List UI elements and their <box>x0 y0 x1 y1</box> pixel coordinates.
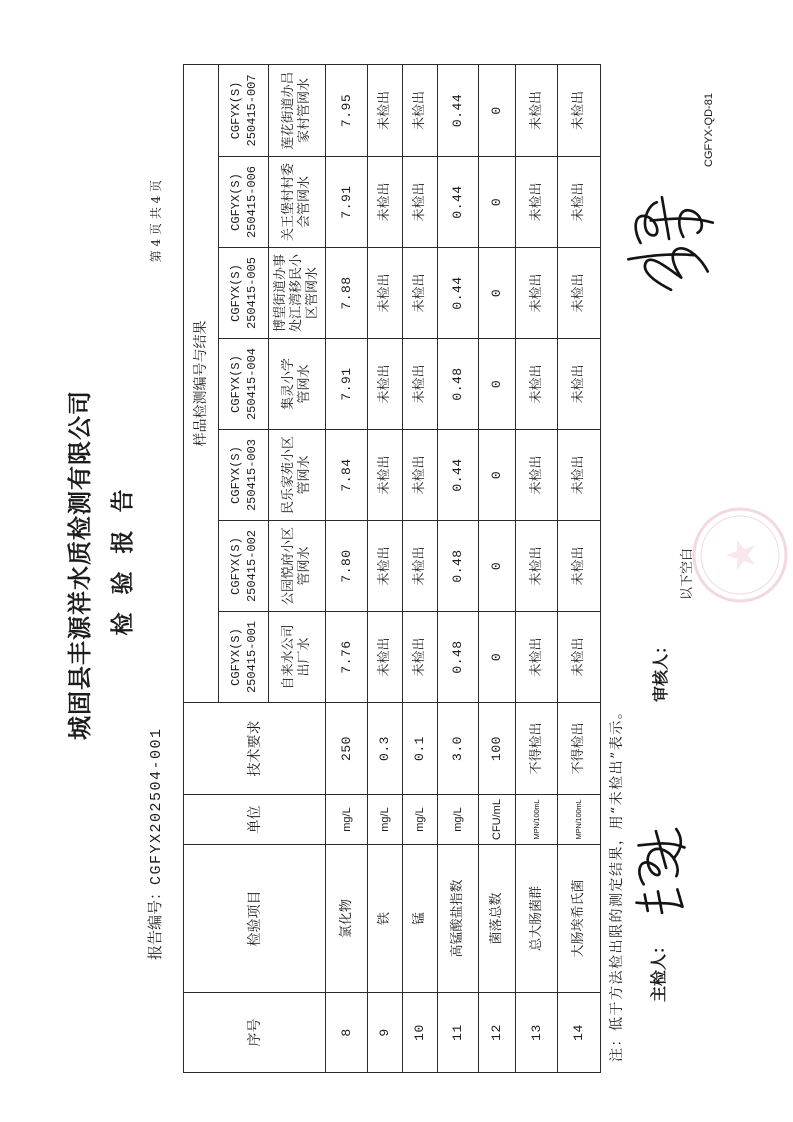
sample-id-cell <box>219 612 269 703</box>
result-cell: 7.91 <box>326 339 368 430</box>
blank-below-marker: 以下空白 <box>680 547 695 600</box>
result-cell: 未检出 <box>516 64 558 156</box>
result-cell: 0 <box>479 612 516 703</box>
row-seq: 9 <box>368 993 403 1073</box>
report-number-value: CGFYX202504-001 <box>148 727 165 885</box>
result-cell: 0 <box>479 521 516 612</box>
result-cell: 7.91 <box>326 157 368 248</box>
report-number <box>147 727 165 960</box>
result-cell: 未检出 <box>558 430 601 521</box>
sample-name-cell: 自来水公司 出厂水 <box>269 612 326 703</box>
result-cell: 7.88 <box>326 248 368 339</box>
sample-id-number: 250415-004 <box>244 348 259 421</box>
result-cell: 未检出 <box>403 339 438 430</box>
form-code: CGFYX-QD-81 <box>703 93 715 167</box>
header-unit: 单位 <box>184 795 326 845</box>
row-requirement: 250 <box>326 703 368 795</box>
result-cell: 未检出 <box>368 612 403 703</box>
result-cell: 未检出 <box>403 430 438 521</box>
sample-id-prefix: CGFYX(S) <box>228 446 243 504</box>
row-requirement: 0.3 <box>368 703 403 795</box>
table-row <box>479 64 516 1072</box>
sample-name-cell: 民乐家苑小区 管网水 <box>269 430 326 521</box>
chief-inspector-signature <box>628 825 692 917</box>
row-seq: 13 <box>516 993 558 1073</box>
result-cell: 未检出 <box>558 612 601 703</box>
table-header <box>184 64 326 1072</box>
result-cell: 未检出 <box>368 521 403 612</box>
table-row <box>558 64 601 1072</box>
row-item: 菌落总数 <box>479 845 516 993</box>
sample-id-prefix: CGFYX(S) <box>228 628 243 686</box>
sample-id-cell <box>219 339 269 430</box>
row-item: 高锰酸盐指数 <box>438 845 479 993</box>
sample-id-cell <box>219 430 269 521</box>
header-requirement: 技术要求 <box>184 703 326 795</box>
row-unit: mg/L <box>403 795 438 845</box>
result-cell: 未检出 <box>368 64 403 156</box>
result-cell: 未检出 <box>368 339 403 430</box>
row-item: 大肠埃希氏菌 <box>558 845 601 993</box>
row-seq: 11 <box>438 993 479 1073</box>
results-table <box>183 64 601 1073</box>
result-cell: 未检出 <box>516 521 558 612</box>
row-seq: 12 <box>479 993 516 1073</box>
result-cell: 未检出 <box>516 612 558 703</box>
result-cell: 0 <box>479 248 516 339</box>
result-cell: 未检出 <box>516 248 558 339</box>
chief-inspector-label: 主检人： <box>649 937 668 1002</box>
result-cell: 7.95 <box>326 64 368 156</box>
row-seq: 8 <box>326 993 368 1073</box>
result-cell: 0 <box>479 339 516 430</box>
result-cell: 未检出 <box>558 339 601 430</box>
row-item: 铁 <box>368 845 403 993</box>
table-row <box>403 64 438 1072</box>
sample-id-prefix: CGFYX(S) <box>228 355 243 413</box>
result-cell: 未检出 <box>516 339 558 430</box>
row-requirement: 不得检出 <box>516 703 558 795</box>
report-number-label: 报告编号： <box>146 884 164 960</box>
seal-stamp <box>690 503 790 607</box>
result-cell: 0.44 <box>438 248 479 339</box>
row-requirement: 不得检出 <box>558 703 601 795</box>
result-cell: 0.48 <box>438 339 479 430</box>
sample-name-cell: 莲花街道办吕 家村管网水 <box>269 64 326 156</box>
row-seq: 14 <box>558 993 601 1073</box>
row-unit: CFU/mL <box>479 795 516 845</box>
table-row <box>438 64 479 1072</box>
row-item: 总大肠菌群 <box>516 845 558 993</box>
result-cell: 7.80 <box>326 521 368 612</box>
sample-name-cell: 公园悦府小区 管网水 <box>269 521 326 612</box>
result-cell: 未检出 <box>403 521 438 612</box>
result-cell: 未检出 <box>516 157 558 248</box>
result-cell: 7.84 <box>326 430 368 521</box>
table-row <box>368 64 403 1072</box>
result-cell: 0.44 <box>438 430 479 521</box>
result-cell: 未检出 <box>403 612 438 703</box>
header-results-group: 样品检测编号与结果 <box>184 64 219 702</box>
result-cell: 未检出 <box>368 157 403 248</box>
row-unit: mg/L <box>326 795 368 845</box>
sample-id-prefix: CGFYX(S) <box>228 81 243 140</box>
header-item: 检验项目 <box>184 845 326 993</box>
row-requirement: 100 <box>479 703 516 795</box>
row-requirement: 3.0 <box>438 703 479 795</box>
page-info: 第 4 页 共 4 页 <box>149 180 163 263</box>
table-row <box>516 64 558 1072</box>
result-cell: 未检出 <box>403 64 438 156</box>
result-cell: 7.76 <box>326 612 368 703</box>
sample-id-number: 250415-006 <box>244 166 259 239</box>
sample-id-number: 250415-005 <box>244 257 259 330</box>
company-title: 城固县丰源祥水质检测有限公司 <box>65 390 94 740</box>
report-title: 检 验 报 告 <box>109 484 136 636</box>
result-cell: 未检出 <box>368 248 403 339</box>
sample-id-number: 250415-002 <box>244 530 259 603</box>
row-item: 锰 <box>403 845 438 993</box>
result-cell: 0 <box>479 157 516 248</box>
reviewer-label: 审核人： <box>651 637 670 702</box>
result-cell: 0.44 <box>438 157 479 248</box>
sample-id-cell <box>219 157 269 248</box>
result-cell: 未检出 <box>558 157 601 248</box>
sample-id-prefix: CGFYX(S) <box>228 173 243 231</box>
table-body <box>326 64 601 1072</box>
reviewer-signature <box>610 188 722 300</box>
row-unit: mg/L <box>368 795 403 845</box>
footnote: 注：低于方法检出限的测定结果，用“未检出”表示。 <box>609 703 625 1062</box>
header-seq: 序号 <box>184 993 326 1073</box>
result-cell: 0.48 <box>438 521 479 612</box>
result-cell: 未检出 <box>403 157 438 248</box>
sample-id-cell <box>219 521 269 612</box>
sample-id-number: 250415-007 <box>244 74 259 147</box>
result-cell: 0 <box>479 64 516 156</box>
row-seq: 10 <box>403 993 438 1073</box>
row-unit: MPN/100mL <box>516 795 558 845</box>
result-cell: 未检出 <box>558 521 601 612</box>
row-unit: MPN/100mL <box>558 795 601 845</box>
table-row <box>326 64 368 1072</box>
sample-id-cell <box>219 64 269 156</box>
sample-name-cell: 关王堡村村委 会管网水 <box>269 157 326 248</box>
result-cell: 未检出 <box>516 430 558 521</box>
sample-id-prefix: CGFYX(S) <box>228 537 243 595</box>
sample-name-cell: 博望街道办事 处江湾移民小 区管网水 <box>269 248 326 339</box>
result-cell: 未检出 <box>558 248 601 339</box>
sample-id-number: 250415-001 <box>244 621 259 694</box>
sample-name-cell: 集灵小学 管网水 <box>269 339 326 430</box>
sample-id-cell <box>219 248 269 339</box>
header-row <box>184 64 219 1072</box>
row-requirement: 0.1 <box>403 703 438 795</box>
result-cell: 未检出 <box>403 248 438 339</box>
row-item: 氯化物 <box>326 845 368 993</box>
result-cell: 未检出 <box>368 430 403 521</box>
sample-id-number: 250415-003 <box>244 439 259 512</box>
row-unit: mg/L <box>438 795 479 845</box>
result-cell: 0.44 <box>438 64 479 156</box>
result-cell: 0.48 <box>438 612 479 703</box>
result-cell: 0 <box>479 430 516 521</box>
result-cell: 未检出 <box>558 64 601 156</box>
sample-id-prefix: CGFYX(S) <box>228 264 243 322</box>
